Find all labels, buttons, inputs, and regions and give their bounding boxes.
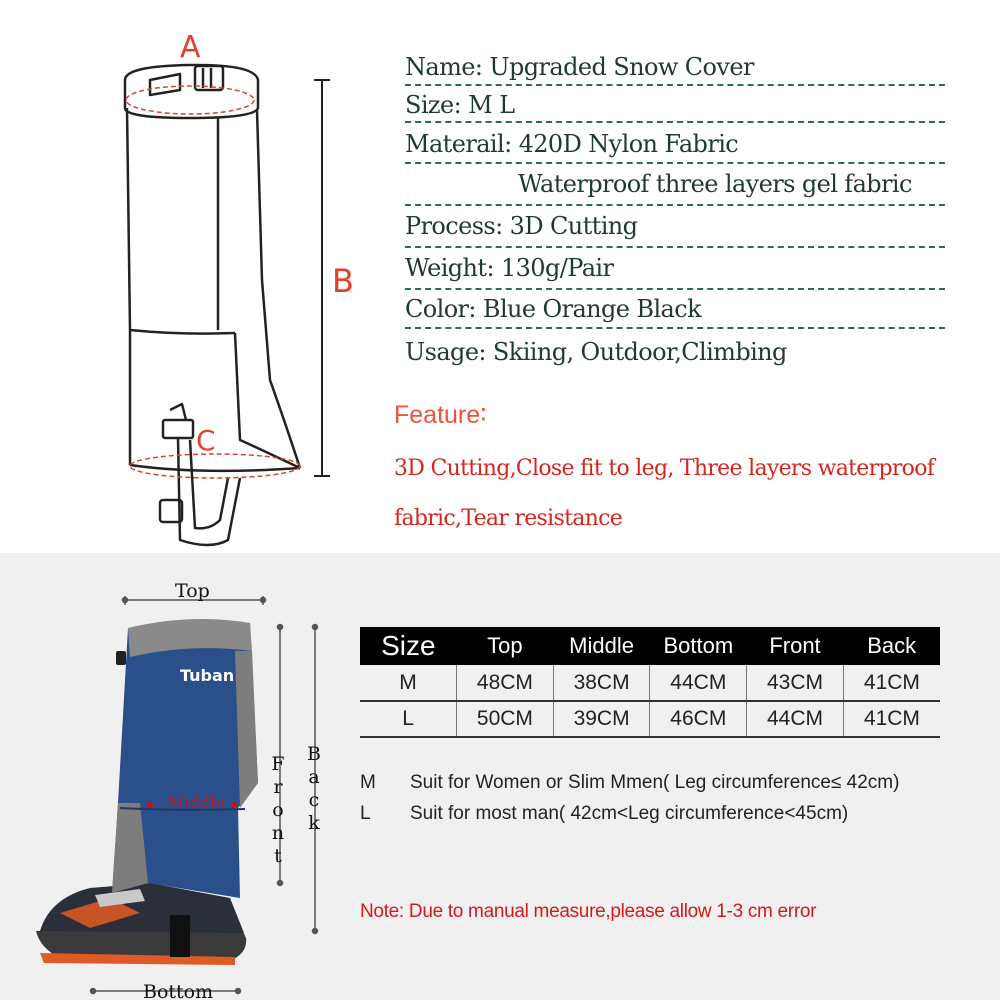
spec-usage: Usage: Skiing, Outdoor,Climbing <box>405 338 787 366</box>
spec-color: Color: Blue Orange Black <box>405 295 702 323</box>
table-cell: 46CM <box>650 701 747 737</box>
table-cell: M <box>360 665 457 701</box>
spec-weight: Weight: 130g/Pair <box>405 254 614 282</box>
spec-divider <box>405 84 945 86</box>
bottom-section <box>0 553 1000 1000</box>
table-cell: 44CM <box>650 665 747 701</box>
label-b: B <box>332 262 354 300</box>
spec-divider <box>405 327 945 329</box>
label-c: C <box>196 424 216 457</box>
measurement-note: Note: Due to manual measure,please allow 1-3 cm error <box>360 901 817 922</box>
front-vertical-label: F r o n t <box>271 753 285 867</box>
header-size: Size <box>360 627 457 665</box>
table-cell: 41CM <box>843 665 940 701</box>
header-top: Top <box>457 627 554 665</box>
size-table <box>360 627 940 738</box>
size-table-header <box>360 627 940 665</box>
table-cell: 50CM <box>457 701 554 737</box>
header-front: Front <box>747 627 844 665</box>
photo-bottom-label: Bottom <box>143 981 214 1000</box>
suit-l-text: Suit for most man( 42cm<Leg circumference<45cm) <box>410 803 849 824</box>
table-cell: 43CM <box>747 665 844 701</box>
header-middle: Middle <box>553 627 650 665</box>
spec-name: Name: Upgraded Snow Cover <box>405 53 754 81</box>
table-cell: 38CM <box>553 665 650 701</box>
table-row <box>360 665 940 701</box>
photo-middle-label: Middle <box>168 793 225 812</box>
feature-title: Feature∶ <box>394 401 487 429</box>
spec-process: Process: 3D Cutting <box>405 212 638 240</box>
suit-l-letter: L <box>360 803 371 824</box>
photo-top-label: Top <box>175 580 210 602</box>
label-a: A <box>180 30 201 65</box>
spec-material-2: Waterproof three layers gel fabric <box>518 170 912 198</box>
table-row <box>360 701 940 737</box>
spec-divider <box>405 162 945 164</box>
spec-material: Materail: 420D Nylon Fabric <box>405 130 739 158</box>
table-cell: 39CM <box>553 701 650 737</box>
table-cell: 41CM <box>843 701 940 737</box>
header-back: Back <box>843 627 940 665</box>
spec-size: Size: M L <box>405 91 515 119</box>
spec-divider <box>405 246 945 248</box>
header-bottom: Bottom <box>650 627 747 665</box>
table-cell: 48CM <box>457 665 554 701</box>
spec-divider <box>405 204 945 206</box>
suit-m-letter: M <box>360 772 376 793</box>
suit-m-text: Suit for Women or Slim Mmen( Leg circumference≤ 42cm) <box>410 772 900 793</box>
table-cell: L <box>360 701 457 737</box>
feature-line-1: 3D Cutting,Close fit to leg, Three layers waterproof <box>394 456 935 481</box>
gaiter-line-drawing <box>0 0 380 553</box>
table-cell: 44CM <box>747 701 844 737</box>
feature-line-2: fabric,Tear resistance <box>394 506 623 531</box>
gaiter-photo <box>0 553 340 1000</box>
back-vertical-label: B a c k <box>307 743 321 834</box>
photo-brand: Tuban <box>180 666 235 685</box>
spec-divider <box>405 121 945 123</box>
spec-divider <box>405 288 945 290</box>
